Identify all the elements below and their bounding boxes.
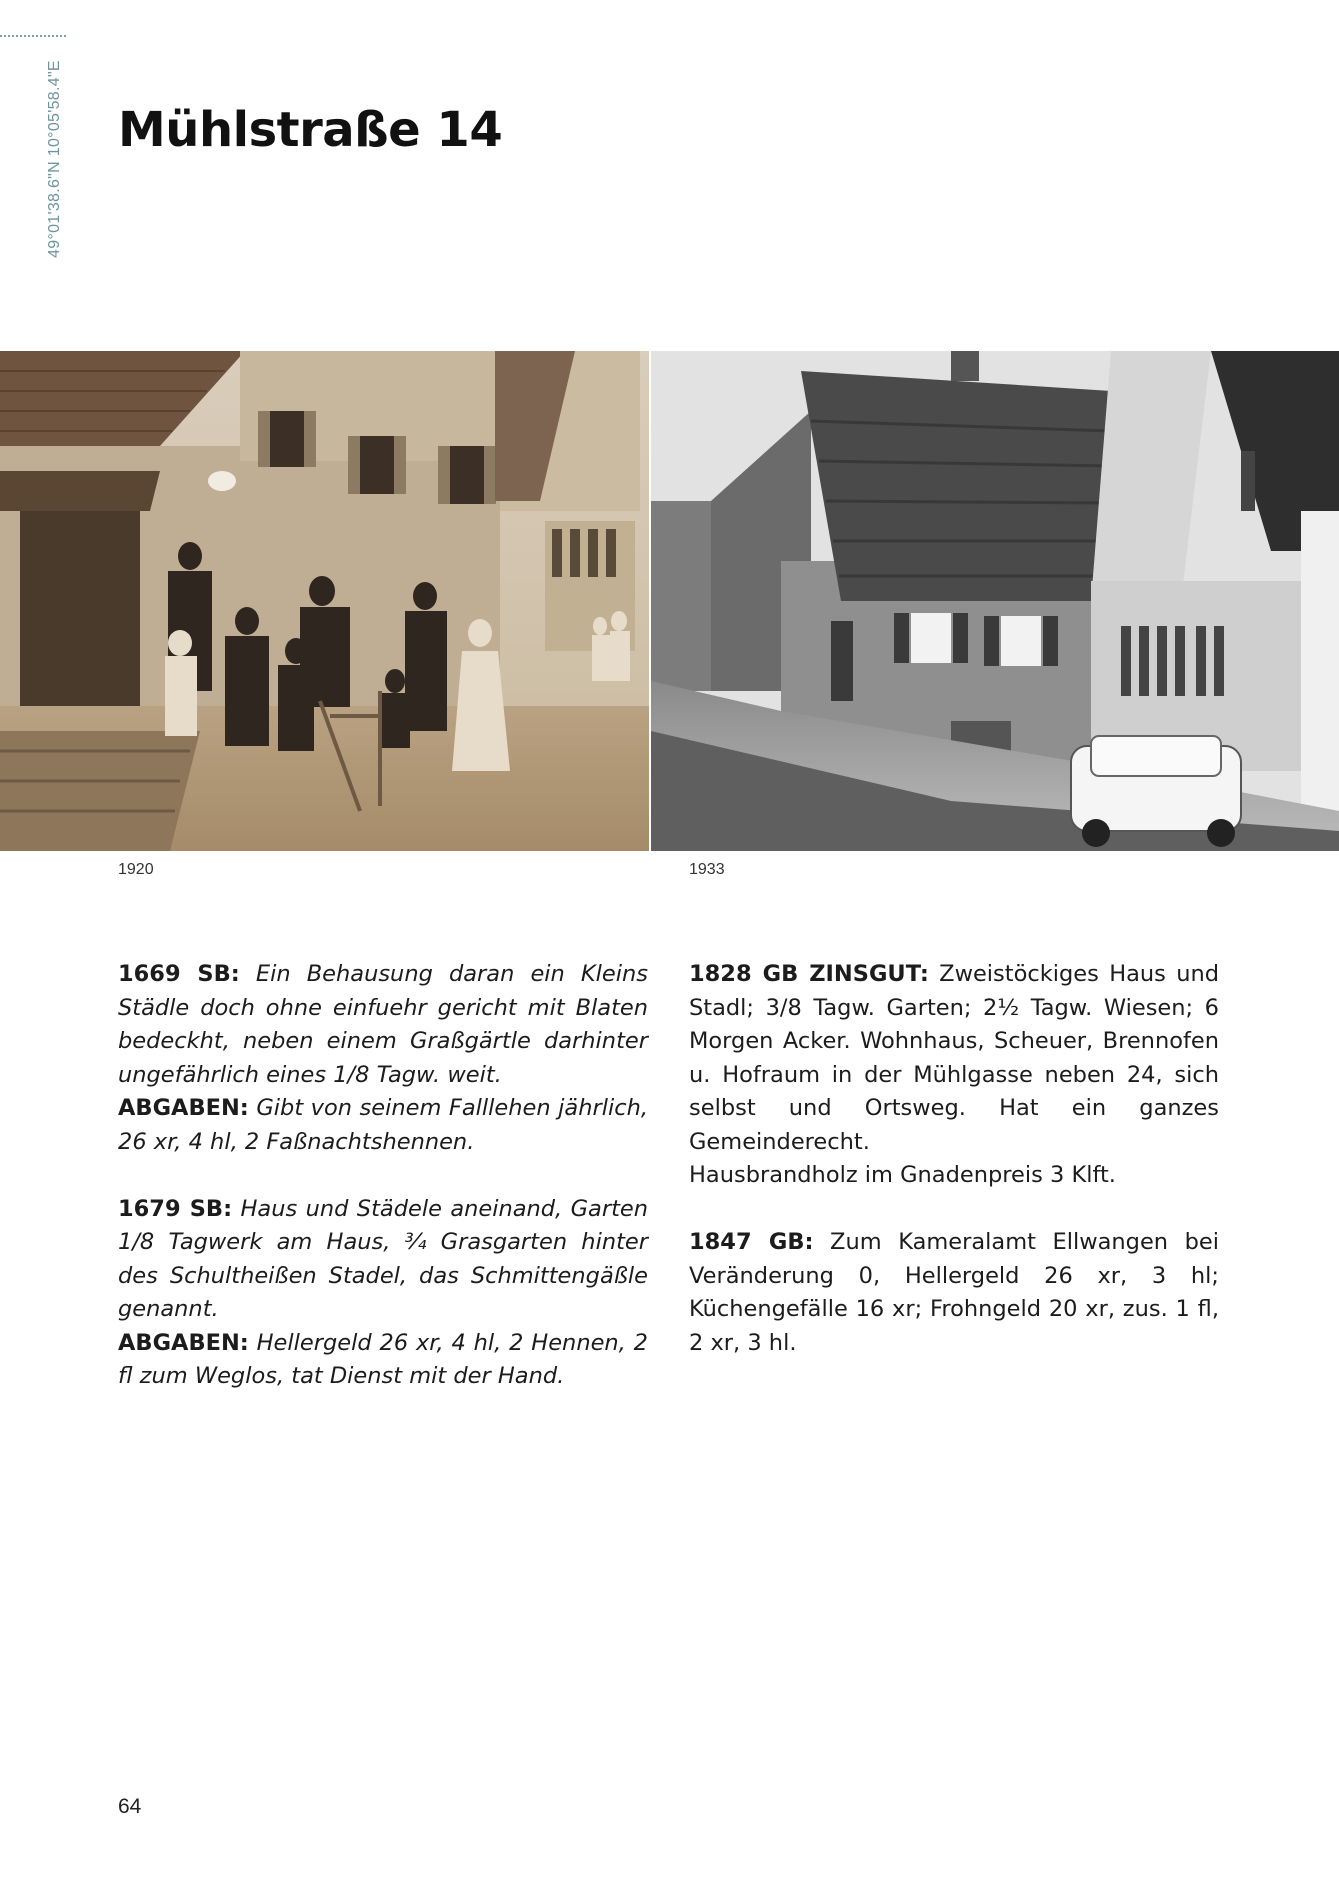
entry-text-part: Ein Behausung daran ein Kleins Städle doch ohne einfuehr gericht mit Blaten bedeckht, neben einem Graßgärtle darhinter ungefährlich eines <box>118 961 649 1088</box>
entry-year: 1847 GB: <box>689 1229 814 1255</box>
sepia-photo-family-house <box>0 351 649 851</box>
entry-year: 1679 SB: <box>118 1195 233 1222</box>
photo-caption-1920: 1920 <box>118 861 154 878</box>
entry-text-part: Tagw. Garten; 2½ Tagw. Wiesen; 6 Morgen Acker. Wohnhaus, Scheuer, Brennofen u. Hofraum in der Mühlgasse neben 24, sich selbst und Ortsweg. Hat ein ganzes Gemeinderecht. <box>689 994 1219 1155</box>
entry-text-part: Tagwerk am Haus, ¾ Grasgarten hinter des Schultheißen Stadel, das Schmittengäßle genannt. <box>118 1229 648 1322</box>
entry-text-part: Haus und Städele aneinand, Garten <box>240 1195 649 1222</box>
photo-1920 <box>0 351 649 851</box>
dues-text: Hellergeld 26 xr, 4 hl, 2 Hennen, 2 fl zum Weglos, tat Dienst mit der Hand. <box>118 1329 648 1389</box>
fraction: 1/8 <box>333 1061 370 1088</box>
page-number: 64 <box>118 1795 142 1818</box>
gps-coordinates: 49°01'38.6"N 10°05'58.4"E <box>46 60 63 258</box>
entry-year: 1669 SB: <box>118 961 240 987</box>
entry-text-line: Hausbrandholz im Gnadenpreis 3 Klft. <box>689 1162 1116 1188</box>
left-text-column <box>118 958 648 1427</box>
right-text-column <box>689 958 1219 1394</box>
fraction: 1/8 <box>118 1229 155 1255</box>
entry-text-part: Zweistöckiges Haus und Stadl; <box>689 961 1220 1021</box>
entry-text-part: Zum Kameralamt Ellwangen bei Veränderung 0, Hellergeld 26 xr, 3 hl; Küchengefälle 16 xr; Frohngeld 20 xr, zus. 1 fl, 2 xr, 3 hl. <box>689 1229 1219 1356</box>
dues-label: ABGABEN: <box>118 1095 249 1121</box>
entry-1847 <box>689 1226 1219 1360</box>
photo-1933 <box>651 351 1339 851</box>
page-title: Mühlstraße 14 <box>118 102 503 158</box>
entry-text-part: Tagw. weit. <box>369 1061 502 1088</box>
entry-1669 <box>118 958 648 1159</box>
entry-1828 <box>689 958 1219 1193</box>
entry-year: 1828 GB ZINSGUT: <box>689 961 929 987</box>
decorative-dotted-rule <box>0 35 66 37</box>
entry-1679 <box>118 1193 648 1394</box>
dues-label: ABGABEN: <box>118 1329 249 1356</box>
dues-text: Gibt von seinem Falllehen jährlich, 26 xr, 4 hl, 2 Faßnachtshennen. <box>118 1095 648 1155</box>
fraction: 3/8 <box>765 994 802 1021</box>
photo-caption-1933: 1933 <box>689 861 725 878</box>
bw-photo-street-house-car <box>651 351 1339 851</box>
